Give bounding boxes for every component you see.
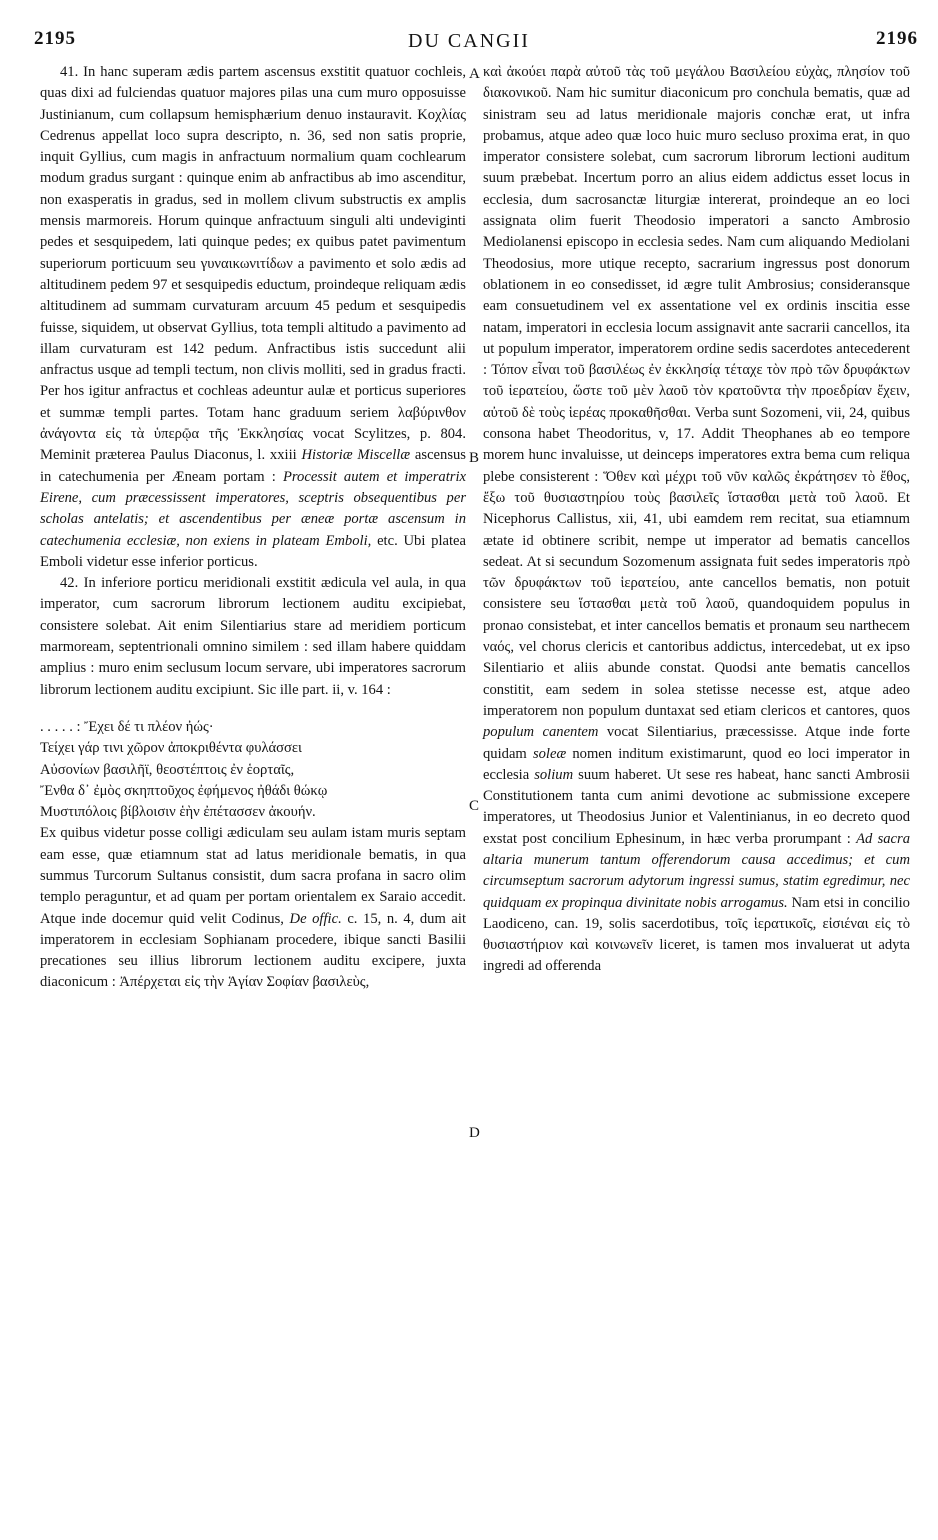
- left-column: [40, 62, 466, 994]
- verse-line: . . . . . : Ἔχει δέ τι πλέον ἠώς·: [40, 718, 214, 735]
- verse-line: Μυστιπόλοις βίβλοισιν ἑὴν ἐπέτασσεν ἀκουήν.: [40, 804, 316, 821]
- right-column: [483, 62, 910, 978]
- italic-phrase: populum canentem: [483, 724, 599, 741]
- italic-quotation: Ad sacra altaria munerum tantum offerendorum causa accedimus; et cum circumseptum sacrorum adytorum ingressi sumus, statim egredimur, nec quidquam ex propinqua divinitate nobis arrogamus.: [483, 830, 910, 911]
- italic-phrase: solium: [534, 766, 574, 783]
- page-header: [0, 0, 938, 62]
- right-text-2: vocat Silentiarius, præcessisse. Atque inde forte quidam: [483, 724, 910, 762]
- right-paragraph: [483, 62, 910, 978]
- verse-line: Αὐσονίων βασιλῆϊ, θεοστέπτοις ἐν ἑορταῖς,: [40, 761, 295, 778]
- work-title: Historiæ Miscellæ: [301, 447, 411, 464]
- margin-marker-d: D: [469, 1125, 480, 1141]
- paragraph-41-end: etc. Ubi platea Emboli videtur esse inferior porticus.: [40, 532, 466, 570]
- running-title: DU CANGII: [408, 30, 530, 52]
- paragraph-42: 42. In inferiore porticu meridionali exstitit ædicula vel aula, in qua imperator, cum sacrorum librorum lectionem auditu excipiebat, consistere solebat. Ait enim Silentiarius stare ad meridiem porticum marmoream, septentrionali omnino similem : sed illam habere quiddam amplius : muro enim seclusum locum servare, ubi imperatores sacrorum librorum lectionem auditu excipiunt. Sic ille part. ii, v. 164 :: [40, 575, 466, 698]
- left-page-number: 2195: [34, 28, 76, 49]
- verse-line: Ἔνθα δ᾽ ἐμὸς σκηπτοῦχος ἐφήμενος ἠθάδι θώκῳ: [40, 782, 328, 799]
- right-text-1: καὶ ἀκούει παρὰ αὐτοῦ τὰς τοῦ μεγάλου Βασιλείου εὐχὰς, πλησίον τοῦ διακονικοῦ. Nam hic sumitur diaconicum pro conchula bematis, quæ ad sinistram seu ad latus meridionale majoris conchæ erat, ut infra probamus, atque adeo quæ loco huic muro secluso proxima erat, in quo imperator consistere solebat, cum sacrorum librorum lectioni auditum suum præbebat. Incertum porro an alius eidem addictus esset locus in ecclesia, dum sacrosanctæ liturgiæ intererat, proindeque an eo loci assignata olim fuerit Theodosio imperatori a sancto Ambrosio Mediolanensi episcopo in ecclesia sedes. Nam cum aliquando Mediolani Theodosius, more utique recepto, sacrarium ingressus post donorum oblationem in eo consedisset, id ægre tulit Ambrosius; consideransque eam consuetudinem vel ex assentatione vel ex ordinis inscitia esse natam, imperatori in ecclesia locum assignavit ante sacrarii cancellos, ita ut populum imperator, imperatorem ordine sedis sacerdotes antecederent : Τόπον εἶναι τοῦ βασιλέως ἐν ἐκκλησίᾳ τέταχε τὸν πρὸ τῶν δρυφάκτων τοῦ ἱερατείου, ὥστε τοῦ μὲν λαοῦ τὸν κρατοῦντα τὴν προεδρίαν ἔχειν, αὐτοῦ δὲ τοὺς ἱερέας προκαθῆσθαι. Verba sunt Sozomeni, vii, 24, quibus consona habet Theodoritus, v, 17. Addit Theophanes ab eo tempore morem hunc invaluisse, ut deinceps imperatores extra bema cum reliqua plebe consisterent : Ὅθεν καὶ μέχρι τοῦ νῦν καλῶς ἐκράτησεν τὸ ἔθος, ἔξω τοῦ θυσιαστηρίου τοὺς βασιλεῖς ἵστασθαι μετὰ τοῦ λαοῦ. Et Nicephorus Callistus, xii, 41, ubi eamdem rem recitat, sua etiamnum ætate id obtinere scribit, nempe ut imperator ad bematis cancellos sedeat. At si secundum Sozomenum assignata fuit sedes imperatoris πρὸ τῶν δρυφάκτων τοῦ ἱερατείου, ante cancellos bematis, non potuit consistere seu ἵστασθαι μετὰ τοῦ λαοῦ, quandoquidem populus in pronao consistebat, et inter cancellos bematis et pronaum seu narthecem ναός, vel chorus clericis et cantoribus addictus, intercedebat, ut ex ipso Silentiario et aliis abunde constat. Quodsi ante bematis cancellos constitit, eam sedem in solea stetisse necesse est, atque adeo imperatorem non populum duntaxat sed etiam clericos et cantores, quos: [483, 64, 910, 719]
- paragraph-41-cont: ascensus in catechumenia per Æneam portam :: [40, 447, 466, 485]
- quotation: Processit autem et imperatrix Eirene, cum præcessissent imperatores, sceptris obsequentibus per scholas antelatis; et ascendentibus per æneæ portæ ascensum in catechumenia ecclesiæ, non exiens in plateam Emboli,: [40, 468, 466, 549]
- paragraph-after-verse: [40, 823, 466, 993]
- paragraph-41-text: 41. In hanc superam ædis partem ascensus exstitit quatuor cochleis, quas dixi ad fulciendas quatuor majores pilas una cum muro opposuisse Justinianum, cum collapsum hemisphærium denuo instauravit. Κοχλίας Cedrenus appellat loco supra descripto, n. 36, sed non satis proprie, inquit Gyllius, cum magis in anfractuum normalium quam cochlearum modum gradus surgant : quinque enim ab anfractibus ab imo ascenditur, non exasperatis in gradus, sed in mollem clivum substructis ex amplis mensis marmoreis. Horum quinque anfractuum singuli alti undeviginti pedes et sesquipedem, lati quinque pedes; ex quibus patet pavimentum superiorum porticuum seu γυναικωνιτίδων a pavimento et solo ædis ad altitudinem pedem 97 et sesquipedis eductum, proindeque reliquam ædis altitudinem ad summam curvaturam arcuum 45 pedum et sesquipedis fuisse, siquidem, ut observat Gyllius, tota templi altitudo a pavimento ad illam curvaturam est 142 pedum. Anfractibus istis succedunt alii anfractus usque ad templi tectum, non clivis molliti, sed in gradus fracti. Per hos igitur anfractus et cochleas adeuntur aulæ et porticus superiores et summæ templi partes. Totam hanc graduum seriem λαβύρινθον ἀνάγοντα εἰς τὰ ὑπερῷα τῆς Ἐκκλησίας vocat Scylitzes, p. 804. Meminit præterea Paulus Diaconus, l. xxiii: [40, 64, 466, 464]
- paragraph-after-verse-end: c. 15, n. 4, dum ait imperatorem in ecclesiam Sophianam procedere, ibique sancti Basilii precationes seu illius librorum lectionem auditu excipere, juxta diaconicum : Ἀπέρχεται εἰς τὴν Ἁγίαν Σοφίαν βασιλεὺς,: [40, 910, 466, 991]
- right-text-5: Nam etsi in concilio Laodiceno, can. 19, solis sacerdotibus, τοῖς ἱερατικοῖς, εἰσιέναι εἰς τὸ θυσιαστήριον καὶ κοινωνεῖν liceret, is tamen mos invaluerat ut adyta ingredi ad offerenda: [483, 894, 910, 975]
- margin-marker-b: B: [469, 450, 480, 466]
- work-title: De offic.: [289, 910, 342, 927]
- italic-phrase: soleæ: [532, 745, 567, 762]
- margin-marker-a: A: [469, 66, 480, 82]
- right-page-number: 2196: [876, 28, 918, 49]
- right-text-3: nomen inditum existimarunt, quod eo loci imperator in ecclesia: [483, 745, 911, 783]
- verse-line: Τείχει γάρ τινι χῶρον ἀποκριθέντα φυλάσσει: [40, 740, 302, 757]
- paragraph-after-verse-text: Ex quibus videtur posse colligi ædiculam seu aulam istam muris septam eam esse, quæ etiamnum stat ad latus meridionale bematis, in qua summus Turcorum Sultanus consistit, dum sacra profana in sacro olim templo peraguntur, et ad quam per portam orientalem ex Saraio accedit. Atque inde docemur quid velit Codinus,: [40, 825, 466, 927]
- margin-marker-c: C: [469, 798, 480, 814]
- right-text-4: suum haberet. Ut sese res habeat, hanc sancti Ambrosii Constitutionem tanta cum animi devotione ac submissione excepere imperatores, ut Theodosius Junior et Valentinianus, in eo decreto quod exstat post concilium Ephesinum, in hæc verba prorumpant :: [483, 766, 910, 847]
- paragraph-41: [40, 62, 466, 573]
